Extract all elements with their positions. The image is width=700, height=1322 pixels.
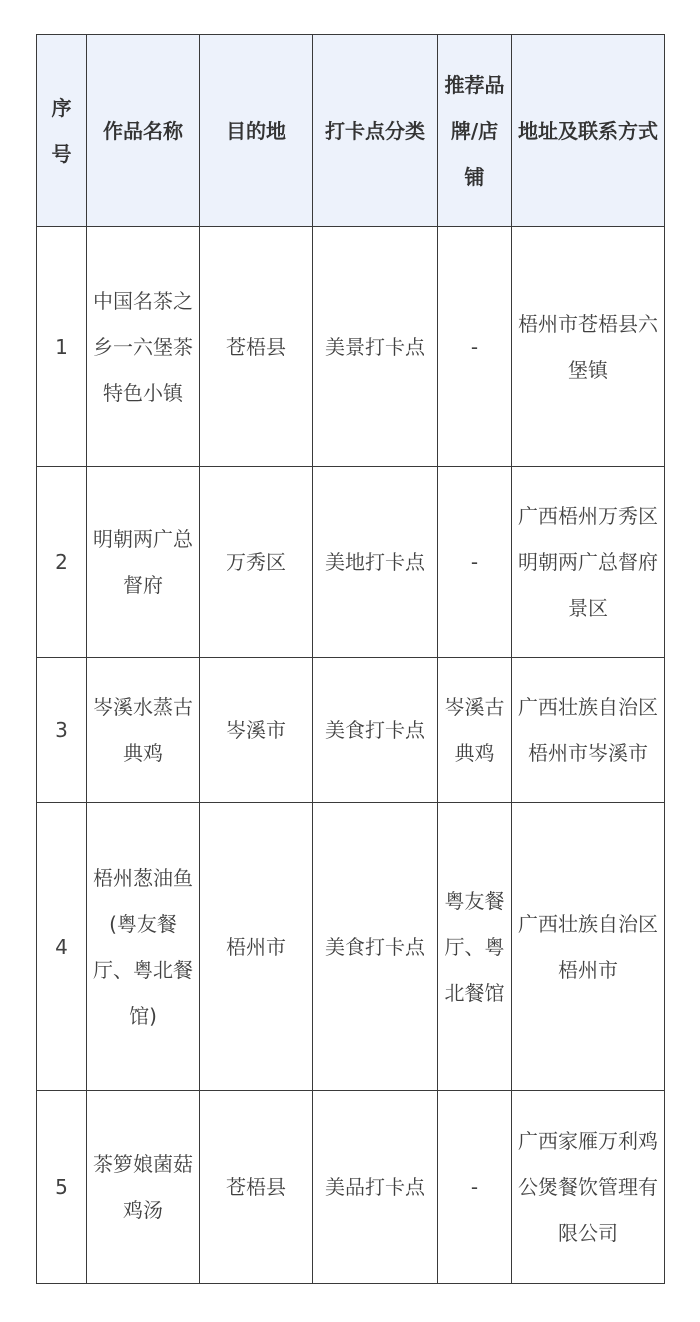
header-brand: 推荐品牌/店铺 — [438, 35, 512, 227]
cell-destination: 苍梧县 — [200, 227, 313, 467]
cell-brand: 岑溪古典鸡 — [438, 658, 512, 803]
cell-no: 2 — [37, 467, 87, 658]
cell-category: 美食打卡点 — [313, 803, 438, 1091]
table-header-row — [37, 35, 665, 227]
header-destination: 目的地 — [200, 35, 313, 227]
header-no: 序号 — [37, 35, 87, 227]
cell-brand: 粤友餐厅、粤北餐馆 — [438, 803, 512, 1091]
cell-category: 美品打卡点 — [313, 1091, 438, 1284]
cell-no: 5 — [37, 1091, 87, 1284]
cell-destination: 梧州市 — [200, 803, 313, 1091]
cell-destination: 苍梧县 — [200, 1091, 313, 1284]
cell-name: 茶箩娘菌菇鸡汤 — [87, 1091, 200, 1284]
cell-brand: - — [438, 227, 512, 467]
cell-category: 美食打卡点 — [313, 658, 438, 803]
cell-category: 美景打卡点 — [313, 227, 438, 467]
header-address: 地址及联系方式 — [512, 35, 665, 227]
cell-category: 美地打卡点 — [313, 467, 438, 658]
cell-destination: 岑溪市 — [200, 658, 313, 803]
header-category: 打卡点分类 — [313, 35, 438, 227]
cell-name: 梧州葱油鱼(粤友餐厅、粤北餐馆) — [87, 803, 200, 1091]
cell-name: 明朝两广总督府 — [87, 467, 200, 658]
cell-no: 3 — [37, 658, 87, 803]
table-row — [37, 467, 665, 658]
table-row — [37, 658, 665, 803]
table-row — [37, 803, 665, 1091]
checkin-spots-table — [36, 34, 665, 1284]
cell-name: 岑溪水蒸古典鸡 — [87, 658, 200, 803]
header-name: 作品名称 — [87, 35, 200, 227]
cell-address: 广西壮族自治区梧州市 — [512, 803, 665, 1091]
cell-destination: 万秀区 — [200, 467, 313, 658]
table-row — [37, 1091, 665, 1284]
cell-no: 1 — [37, 227, 87, 467]
cell-address: 广西梧州万秀区明朝两广总督府景区 — [512, 467, 665, 658]
cell-no: 4 — [37, 803, 87, 1091]
cell-address: 梧州市苍梧县六堡镇 — [512, 227, 665, 467]
cell-address: 广西壮族自治区梧州市岑溪市 — [512, 658, 665, 803]
table-row — [37, 227, 665, 467]
cell-address: 广西家雁万利鸡公煲餐饮管理有限公司 — [512, 1091, 665, 1284]
cell-name: 中国名茶之乡一六堡茶特色小镇 — [87, 227, 200, 467]
cell-brand: - — [438, 1091, 512, 1284]
cell-brand: - — [438, 467, 512, 658]
